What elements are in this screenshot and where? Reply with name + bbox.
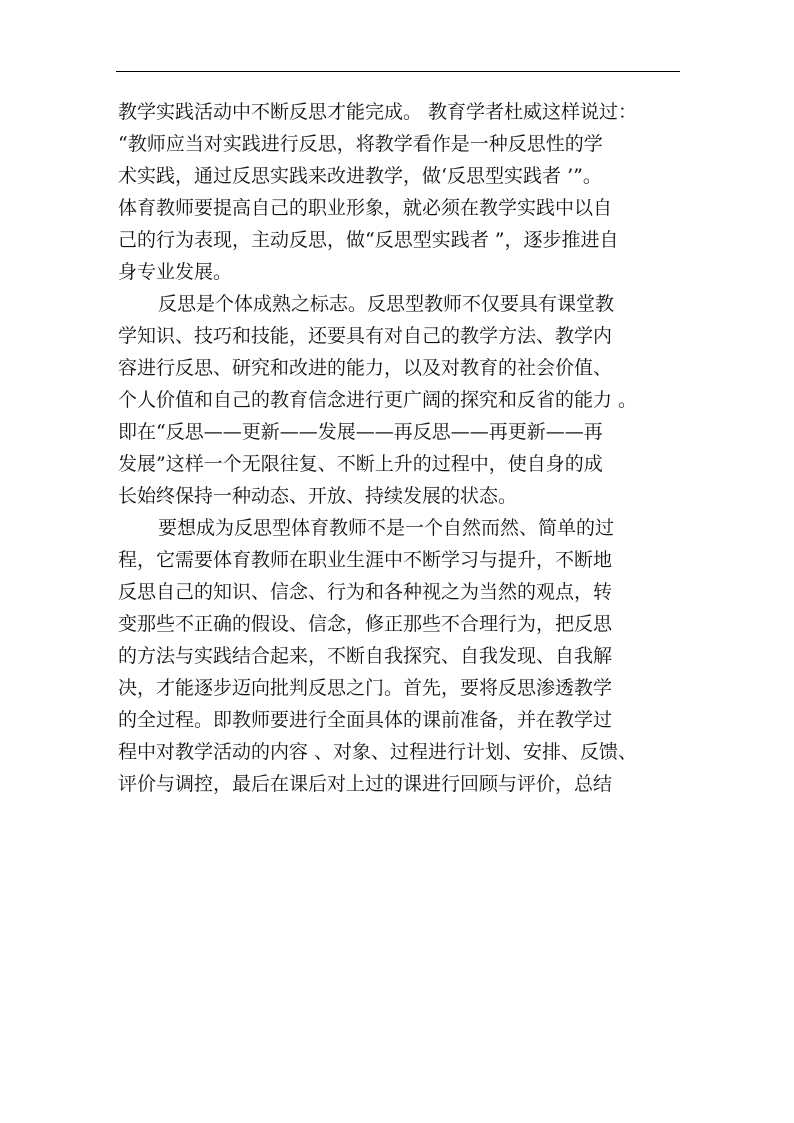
text-line: 的全过程。即教师要进行全面具体的课前准备，并在教学过 [118, 709, 613, 731]
header-rule [116, 71, 680, 72]
text-line: 身专业发展。 [118, 261, 233, 283]
paragraph-start-line: 要想成为反思型体育教师不是一个自然而然、简单的过 [158, 517, 615, 539]
text-line: 学知识、技巧和技能，还要具有对自己的教学方法、教学内 [118, 325, 613, 347]
text-line: 的方法与实践结合起来，不断自我探究、自我发现、自我解 [118, 645, 613, 667]
text-line: “教师应当对实践进行反思，将教学看作是一种反思性的学 [118, 133, 603, 155]
text-line: 个人价值和自己的教育信念进行更广阔的探究和反省的能力 。 [118, 389, 638, 411]
text-line: 教学实践活动中不断反思才能完成。 教育学者杜威这样说过： [118, 101, 638, 123]
text-line: 反思自己的知识、信念、行为和各种视之为当然的观点，转 [118, 581, 613, 603]
text-line: 即在“反思——更新——发展——再反思——再更新——再 [118, 421, 603, 443]
text-line: 程，它需要体育教师在职业生涯中不断学习与提升，不断地 [118, 549, 613, 571]
text-line: 发展”这样一个无限往复、不断上升的过程中，使自身的成 [118, 453, 603, 475]
text-line: 程中对教学活动的内容 、对象、过程进行计划、安排、反馈、 [118, 741, 638, 763]
paragraph-start-line: 反思是个体成熟之标志。反思型教师不仅要具有课堂教 [158, 293, 615, 315]
text-line: 术实践，通过反思实践来改进教学，做‘反思型实践者 ’”。 [118, 165, 602, 187]
body-text [118, 96, 680, 800]
text-line: 体育教师要提高自己的职业形象，就必须在教学实践中以自 [118, 197, 613, 219]
text-line: 长始终保持一种动态、开放、持续发展的状态。 [118, 485, 518, 507]
text-line: 容进行反思、研究和改进的能力，以及对教育的社会价值、 [118, 357, 613, 379]
text-line: 己的行为表现，主动反思，做“反思型实践者 ”，逐步推进自 [118, 229, 619, 251]
text-line: 变那些不正确的假设、信念，修正那些不合理行为，把反思 [118, 613, 613, 635]
text-line: 评价与调控，最后在课后对上过的课进行回顾与评价，总结 [118, 773, 613, 795]
text-line: 决，才能逐步迈向批判反思之门。首先，要将反思渗透教学 [118, 677, 613, 699]
